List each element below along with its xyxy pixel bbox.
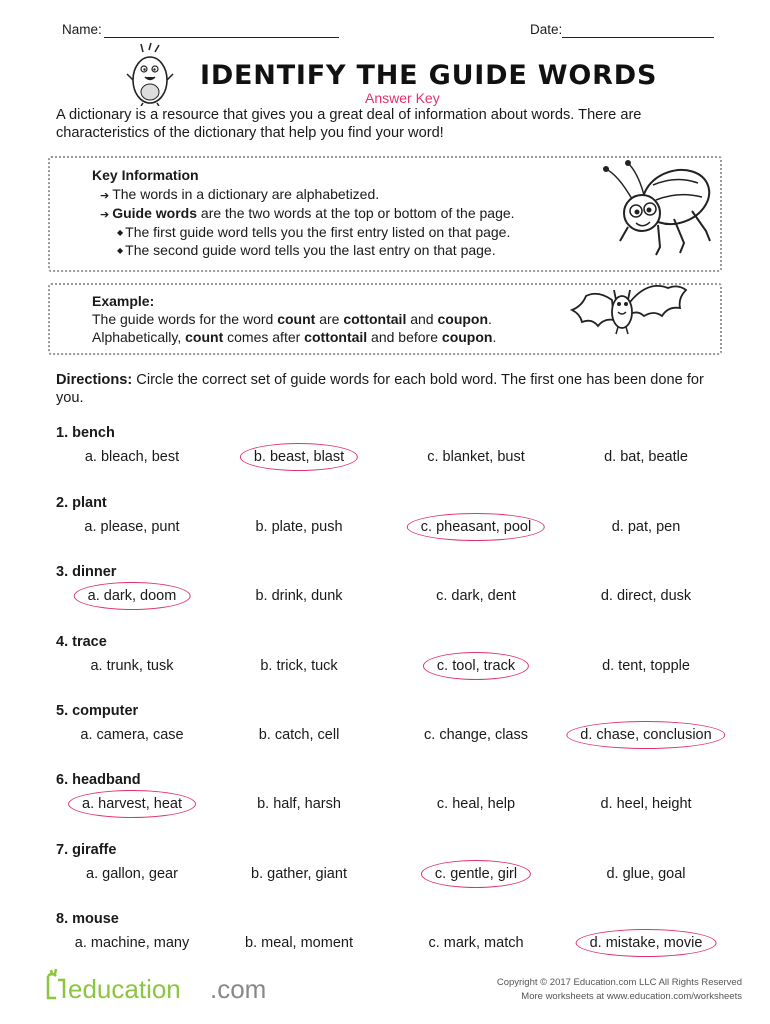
answer-option[interactable]: c. heal, help [436,796,516,812]
key-line-3: ◆ The first guide word tells you the first entry listed on that page. [117,224,511,240]
education-logo [42,968,282,1008]
arrow-icon: ➔ [100,209,110,221]
answer-option[interactable]: b. gather, giant [251,866,347,882]
arrow-icon: ➔ [100,190,110,202]
header-row [62,22,717,42]
logo-suffix: .com [210,974,267,1004]
answer-option[interactable]: a. gallon, gear [86,866,178,882]
mascot-icon [125,42,175,106]
question-8 [56,911,726,961]
logo-text: education [68,974,181,1004]
answer-option[interactable]: a. bleach, best [84,449,180,465]
answer-option[interactable]: a. trunk, tusk [90,658,174,674]
answer-option[interactable]: d. pat, pen [611,519,681,535]
answer-option[interactable]: c. blanket, bust [427,449,525,465]
answer-option[interactable]: b. half, harsh [257,796,341,812]
diamond-bullet-icon: ◆ [117,228,124,237]
name-blank[interactable] [104,37,339,38]
bat-icon [568,270,688,350]
answer-option[interactable]: c. tool, track [429,656,523,676]
question-5 [56,703,726,753]
answer-option[interactable]: a. please, punt [84,519,180,535]
question-7 [56,842,726,892]
example-line-2: Alphabetically, count comes after cottontail and before coupon. [92,329,497,345]
question-1 [56,425,726,475]
answer-option[interactable]: c. pheasant, pool [413,517,539,537]
answer-option[interactable]: a. harvest, heat [74,794,190,814]
answer-option[interactable]: d. mistake, movie [582,933,711,953]
answer-option[interactable]: c. dark, dent [436,588,516,604]
question-word: 7. giraffe [56,842,117,858]
question-2 [56,495,726,545]
key-line-4: ◆ The second guide word tells you the last entry on that page. [117,242,496,258]
answer-option[interactable]: d. tent, topple [602,658,690,674]
answer-option[interactable]: a. camera, case [80,727,184,743]
answer-option[interactable]: b. plate, push [255,519,343,535]
name-label: Name: [62,22,102,37]
answer-option[interactable]: b. catch, cell [258,727,340,743]
question-word: 4. trace [56,634,107,650]
answer-key-label: Answer Key [365,90,440,106]
example-line-1: The guide words for the word count are cottontail and coupon. [92,311,492,327]
directions-text: Directions: Circle the correct set of guide words for each bold word. The first one has been done for you. [56,372,704,406]
copyright-text: Copyright © 2017 Education.com LLC All Rights Reserved [496,977,742,988]
answer-option[interactable]: b. meal, moment [245,935,353,951]
answer-option[interactable]: c. mark, match [428,935,524,951]
answer-option[interactable]: c. gentle, girl [427,864,525,884]
question-word: 5. computer [56,703,139,719]
answer-option[interactable]: d. bat, beatle [604,449,688,465]
answer-option[interactable]: d. chase, conclusion [572,725,719,745]
example-heading: Example: [92,293,155,309]
page-title: IDENTIFY THE GUIDE WORDS [200,60,658,91]
answer-option[interactable]: a. dark, doom [80,586,185,606]
key-information-heading: Key Information [92,167,199,183]
date-label: Date: [530,22,563,37]
diamond-bullet-icon: ◆ [117,246,124,255]
question-word: 3. dinner [56,564,117,580]
answer-option[interactable]: c. change, class [424,727,528,743]
answer-option[interactable]: d. heel, height [600,796,692,812]
answer-option[interactable]: b. beast, blast [246,447,352,467]
question-word: 1. bench [56,425,115,441]
answer-option[interactable]: d. direct, dusk [600,588,692,604]
key-line-1: ➔ The words in a dictionary are alphabetized. [100,186,380,202]
footer-copyright [497,976,742,1004]
intro-text: A dictionary is a resource that gives you a great deal of information about words. There are characteristics of the dictionary that help you find your word! [56,107,642,141]
answer-option[interactable]: d. glue, goal [606,866,686,882]
question-6 [56,772,726,822]
answer-option[interactable]: b. drink, dunk [255,588,343,604]
answer-option[interactable]: a. machine, many [74,935,190,951]
question-word: 8. mouse [56,911,119,927]
more-worksheets-text: More worksheets at www.education.com/worksheets [521,991,742,1002]
beetle-icon [598,155,718,265]
question-word: 6. headband [56,772,141,788]
answer-option[interactable]: b. trick, tuck [260,658,338,674]
key-line-2: ➔ Guide words are the two words at the top or bottom of the page. [100,205,515,221]
question-4 [56,634,726,684]
date-blank[interactable] [562,37,714,38]
question-word: 2. plant [56,495,107,511]
question-3 [56,564,726,614]
